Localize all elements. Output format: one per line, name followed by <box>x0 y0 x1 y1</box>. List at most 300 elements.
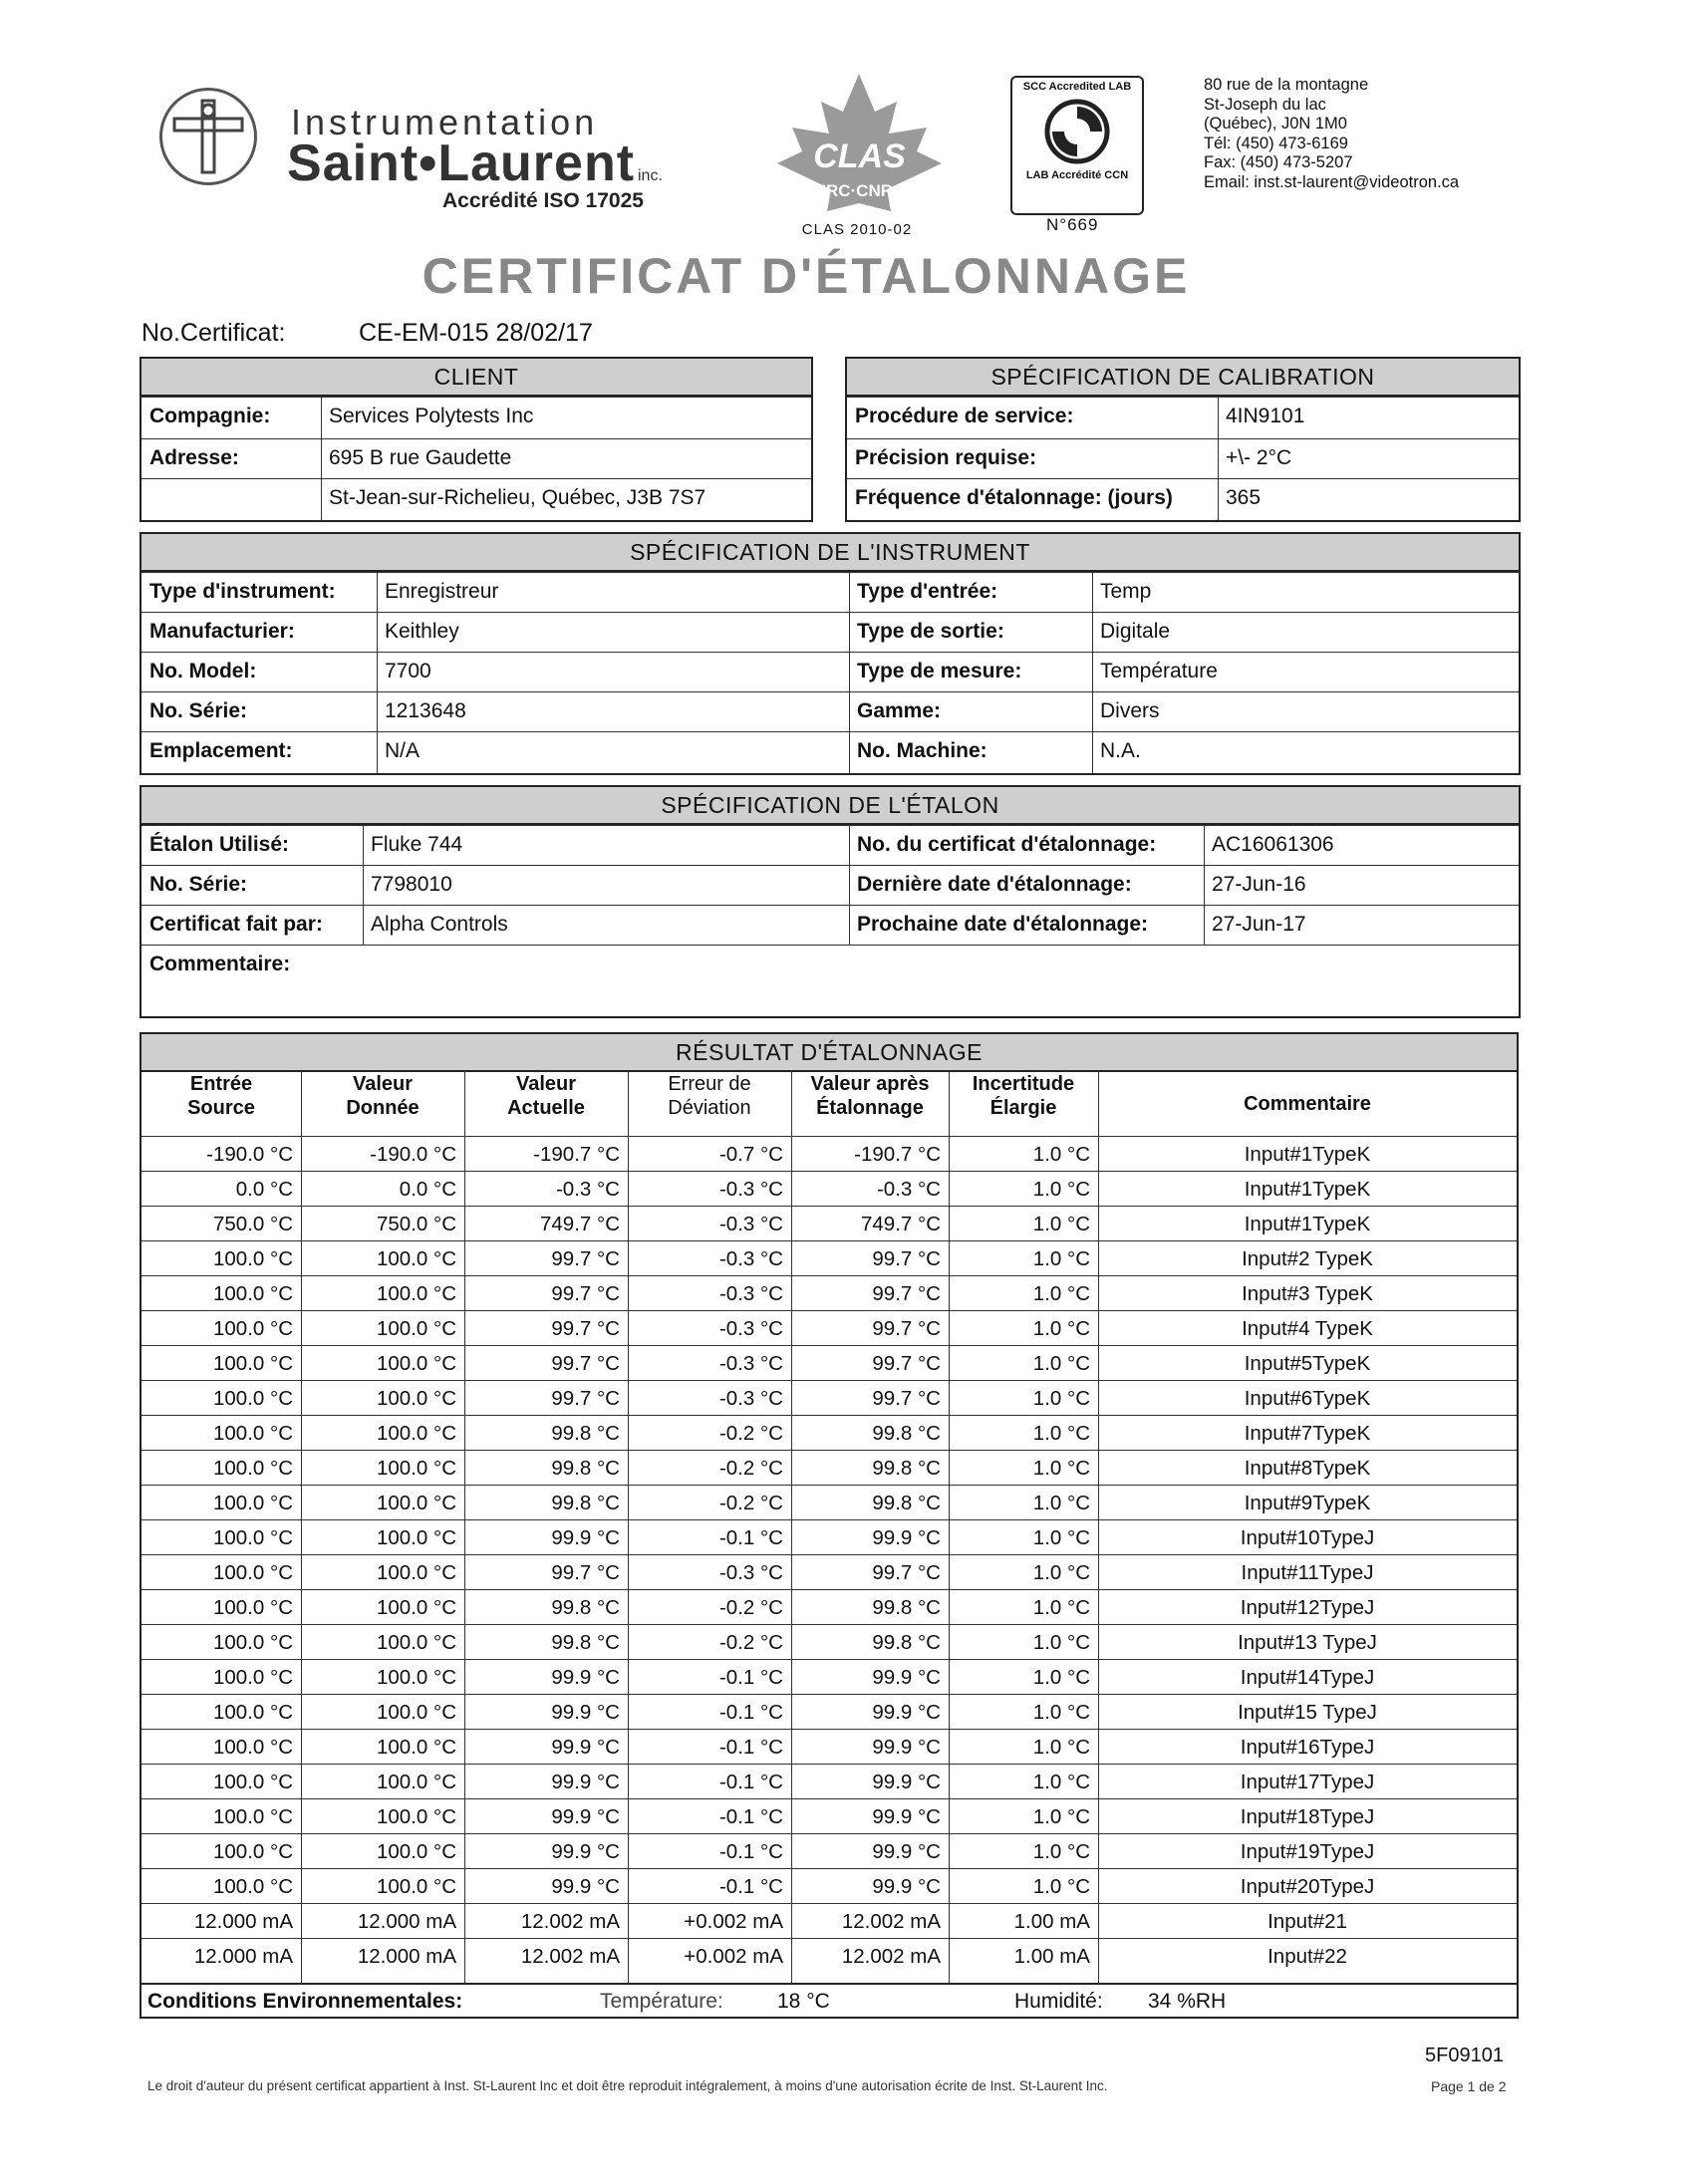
client-row <box>141 438 811 479</box>
environment-conditions <box>141 1983 1517 2019</box>
cell-given: 750.0 °C <box>377 1213 456 1235</box>
cell-comment: Input#11TypeJ <box>1241 1561 1374 1584</box>
cell-given: 12.000 mA <box>357 1945 456 1968</box>
cell-given: -190.0 °C <box>370 1143 456 1166</box>
table-row <box>141 1310 1517 1346</box>
instrument-row <box>141 731 1519 772</box>
divider <box>363 825 364 945</box>
cell-uncertainty: 1.0 °C <box>1032 1526 1090 1549</box>
cell-deviation: -0.3 °C <box>718 1282 783 1305</box>
cell-given: 100.0 °C <box>377 1282 456 1305</box>
cell-deviation: -0.1 °C <box>718 1666 783 1689</box>
cell-after: 99.7 °C <box>872 1317 941 1340</box>
cell-source: 100.0 °C <box>213 1457 293 1480</box>
col-header-line: Élargie <box>989 1097 1057 1119</box>
measure-type-label: Type de mesure: <box>857 660 1022 682</box>
cell-given: 100.0 °C <box>377 1631 456 1654</box>
table-row <box>141 1415 1517 1451</box>
cell-comment: Input#12TypeJ <box>1240 1596 1375 1619</box>
cell-given: 100.0 °C <box>377 1596 456 1619</box>
standard-cert-value: AC16061306 <box>1212 833 1334 856</box>
page-number: Page 1 de 2 <box>1431 2078 1507 2094</box>
cell-deviation: -0.3 °C <box>718 1213 783 1235</box>
cell-source: 100.0 °C <box>213 1492 293 1514</box>
standard-row <box>141 865 1519 906</box>
cell-given: 100.0 °C <box>377 1805 456 1828</box>
cell-given: 100.0 °C <box>377 1422 456 1445</box>
instrument-type-value: Enregistreur <box>385 580 499 603</box>
col-header-given <box>301 1072 464 1136</box>
output-type-label: Type de sortie: <box>857 620 1004 643</box>
calibration-row <box>847 397 1519 437</box>
divider <box>1204 825 1205 945</box>
cell-deviation: -0.3 °C <box>718 1352 783 1375</box>
cell-uncertainty: 1.00 mA <box>1013 1910 1090 1933</box>
table-row <box>141 1240 1517 1276</box>
cell-given: 100.0 °C <box>377 1247 456 1270</box>
table-row <box>141 1903 1517 1939</box>
cell-deviation: +0.002 mA <box>684 1945 783 1968</box>
model-label: No. Model: <box>149 660 257 682</box>
standard-cert-label: No. du certificat d'étalonnage: <box>857 833 1157 856</box>
cell-uncertainty: 1.0 °C <box>1032 1247 1090 1270</box>
divider <box>321 397 322 520</box>
col-header-source <box>141 1072 301 1136</box>
humidity-value: 34 %RH <box>1148 1990 1227 2013</box>
cell-comment: Input#8TypeK <box>1244 1457 1371 1480</box>
cell-comment: Input#15 TypeJ <box>1238 1701 1377 1724</box>
standard-serial-value: 7798010 <box>371 873 452 896</box>
divider <box>1092 572 1093 773</box>
cell-after: 99.9 °C <box>872 1526 941 1549</box>
clas-ref: CLAS 2010-02 <box>801 221 913 238</box>
cell-source: 750.0 °C <box>213 1213 293 1235</box>
table-row <box>141 1345 1517 1381</box>
cell-uncertainty: 1.0 °C <box>1032 1736 1090 1759</box>
cell-actual: 99.8 °C <box>551 1596 620 1619</box>
table-row <box>141 1624 1517 1660</box>
cell-comment: Input#13 TypeJ <box>1238 1631 1377 1654</box>
cell-comment: Input#1TypeK <box>1244 1178 1371 1201</box>
cell-actual: 99.8 °C <box>551 1631 620 1654</box>
copyright-notice: Le droit d'auteur du présent certificat appartient à Inst. St-Laurent Inc et doit être reproduit intégralement, à moins d'une autorisation écrite de Inst. St-Laurent Inc. <box>147 2078 1108 2093</box>
cell-source: 0.0 °C <box>235 1178 293 1201</box>
cell-source: 100.0 °C <box>213 1422 293 1445</box>
serial-label: No. Série: <box>149 699 248 722</box>
standard-serial-label: No. Série: <box>149 873 248 896</box>
cell-given: 100.0 °C <box>377 1771 456 1793</box>
results-heading: RÉSULTAT D'ÉTALONNAGE <box>141 1034 1517 1072</box>
cell-after: 99.8 °C <box>872 1457 941 1480</box>
instrument-spec-heading: SPÉCIFICATION DE L'INSTRUMENT <box>141 534 1519 572</box>
cell-given: 100.0 °C <box>377 1492 456 1514</box>
cell-comment: Input#10TypeJ <box>1240 1526 1375 1549</box>
cell-source: 12.000 mA <box>193 1945 293 1968</box>
cell-deviation: -0.1 °C <box>718 1771 783 1793</box>
cell-actual: 99.9 °C <box>551 1701 620 1724</box>
cert-by-label: Certificat fait par: <box>149 913 323 936</box>
table-row <box>141 1275 1517 1311</box>
humidity-label: Humidité: <box>1014 1990 1103 2013</box>
table-row <box>141 1938 1517 1974</box>
cell-given: 100.0 °C <box>377 1561 456 1584</box>
measure-type-value: Température <box>1100 660 1218 682</box>
cell-uncertainty: 1.0 °C <box>1032 1840 1090 1863</box>
cell-source: 100.0 °C <box>213 1561 293 1584</box>
cell-uncertainty: 1.0 °C <box>1032 1875 1090 1898</box>
frequency-value: 365 <box>1226 486 1262 509</box>
cell-after: 12.002 mA <box>841 1910 941 1933</box>
clas-text: CLAS <box>813 137 906 175</box>
machine-value: N.A. <box>1100 739 1141 762</box>
cell-given: 100.0 °C <box>377 1736 456 1759</box>
results-section <box>140 1032 1519 2019</box>
address-line: (Québec), J0N 1M0 <box>1204 115 1347 133</box>
machine-label: No. Machine: <box>857 739 987 762</box>
divider <box>849 825 850 945</box>
certificate-number-value: CE-EM-015 28/02/17 <box>359 319 593 347</box>
cell-deviation: -0.3 °C <box>718 1561 783 1584</box>
table-row <box>141 1485 1517 1520</box>
cell-after: 99.7 °C <box>872 1387 941 1410</box>
cell-given: 100.0 °C <box>377 1387 456 1410</box>
model-value: 7700 <box>385 660 431 682</box>
range-label: Gamme: <box>857 699 942 722</box>
company-address <box>1204 76 1459 192</box>
divider <box>949 1072 950 1983</box>
address-line: St-Joseph du lac <box>1204 95 1326 114</box>
standard-row <box>141 905 1519 946</box>
table-row <box>141 1171 1517 1207</box>
cell-after: 99.8 °C <box>872 1596 941 1619</box>
table-row <box>141 1554 1517 1590</box>
cell-comment: Input#17TypeJ <box>1240 1771 1375 1793</box>
col-header-comment <box>1098 1072 1517 1136</box>
cell-uncertainty: 1.0 °C <box>1032 1666 1090 1689</box>
instrument-spec-section <box>140 532 1521 775</box>
col-header-line: Donnée <box>346 1097 420 1119</box>
divider <box>628 1072 629 1983</box>
frequency-label: Fréquence d'étalonnage: (jours) <box>855 486 1173 509</box>
instrument-row <box>141 652 1519 692</box>
cell-source: 100.0 °C <box>213 1771 293 1793</box>
calibration-spec-heading: SPÉCIFICATION DE CALIBRATION <box>847 359 1519 397</box>
page-title: CERTIFICAT D'ÉTALONNAGE <box>422 248 1191 304</box>
col-header-line: Commentaire <box>1244 1093 1371 1115</box>
cell-deviation: -0.2 °C <box>718 1422 783 1445</box>
col-header-line: Étalonnage <box>816 1097 924 1119</box>
cell-uncertainty: 1.0 °C <box>1032 1352 1090 1375</box>
cell-uncertainty: 1.0 °C <box>1032 1805 1090 1828</box>
cell-uncertainty: 1.0 °C <box>1032 1492 1090 1514</box>
location-label: Emplacement: <box>149 739 293 762</box>
cell-actual: -0.3 °C <box>555 1178 620 1201</box>
cell-actual: 99.8 °C <box>551 1422 620 1445</box>
cell-source: 100.0 °C <box>213 1352 293 1375</box>
input-type-label: Type d'entrée: <box>857 580 998 603</box>
precision-value: +\- 2°C <box>1226 446 1292 469</box>
cell-source: 12.000 mA <box>193 1910 293 1933</box>
cell-uncertainty: 1.0 °C <box>1032 1213 1090 1235</box>
col-header-line: Actuelle <box>507 1097 585 1119</box>
cell-comment: Input#3 TypeK <box>1242 1282 1373 1305</box>
cell-uncertainty: 1.0 °C <box>1032 1178 1090 1201</box>
cell-comment: Input#1TypeK <box>1244 1143 1371 1166</box>
cell-actual: 99.9 °C <box>551 1805 620 1828</box>
manufacturer-value: Keithley <box>385 620 459 643</box>
cell-actual: 749.7 °C <box>540 1213 620 1235</box>
client-heading: CLIENT <box>141 359 811 397</box>
cell-comment: Input#21 <box>1268 1910 1347 1933</box>
cell-actual: -190.7 °C <box>533 1143 620 1166</box>
clas-logo <box>767 72 952 241</box>
cell-uncertainty: 1.0 °C <box>1032 1422 1090 1445</box>
cell-uncertainty: 1.0 °C <box>1032 1387 1090 1410</box>
divider <box>1218 397 1219 520</box>
col-header-uncertainty <box>949 1072 1098 1136</box>
cell-actual: 99.9 °C <box>551 1666 620 1689</box>
calibration-row <box>847 438 1519 479</box>
cell-comment: Input#20TypeJ <box>1240 1875 1375 1898</box>
col-header-line: Incertitude <box>972 1073 1075 1095</box>
instrument-row <box>141 691 1519 732</box>
brand-main-text: Saint•Laurent <box>287 135 636 192</box>
cell-deviation: -0.3 °C <box>718 1247 783 1270</box>
cell-after: 99.9 °C <box>872 1666 941 1689</box>
cell-uncertainty: 1.0 °C <box>1032 1561 1090 1584</box>
clas-sub-text: NRC·CNRC <box>813 181 906 200</box>
cell-uncertainty: 1.0 °C <box>1032 1596 1090 1619</box>
cell-source: 100.0 °C <box>213 1387 293 1410</box>
cell-deviation: -0.1 °C <box>718 1736 783 1759</box>
cell-comment: Input#14TypeJ <box>1240 1666 1375 1689</box>
cell-deviation: -0.1 °C <box>718 1526 783 1549</box>
cell-uncertainty: 1.00 mA <box>1013 1945 1090 1968</box>
divider <box>1098 1072 1099 1983</box>
cell-source: 100.0 °C <box>213 1666 293 1689</box>
table-row <box>141 1450 1517 1486</box>
table-row <box>141 1380 1517 1416</box>
cell-source: 100.0 °C <box>213 1840 293 1863</box>
cell-comment: Input#16TypeJ <box>1240 1736 1375 1759</box>
cell-deviation: -0.3 °C <box>718 1178 783 1201</box>
cell-deviation: -0.3 °C <box>718 1317 783 1340</box>
cell-deviation: -0.1 °C <box>718 1840 783 1863</box>
col-header-line: Déviation <box>668 1097 751 1119</box>
scc-top-text: SCC Accredited LAB <box>1022 81 1132 93</box>
cell-deviation: -0.1 °C <box>718 1875 783 1898</box>
table-row <box>141 1659 1517 1695</box>
cell-source: 100.0 °C <box>213 1805 293 1828</box>
brand-inc-text: inc. <box>638 167 663 184</box>
address-fax: Fax: (450) 473-5207 <box>1204 153 1353 171</box>
cell-source: 100.0 °C <box>213 1247 293 1270</box>
output-type-value: Digitale <box>1100 620 1171 643</box>
procedure-value: 4IN9101 <box>1226 405 1305 427</box>
col-header-line: Valeur <box>352 1073 414 1095</box>
cell-uncertainty: 1.0 °C <box>1032 1771 1090 1793</box>
cell-actual: 99.7 °C <box>551 1247 620 1270</box>
cell-actual: 99.9 °C <box>551 1526 620 1549</box>
cell-actual: 12.002 mA <box>520 1945 620 1968</box>
precision-label: Précision requise: <box>855 446 1037 469</box>
cell-actual: 99.8 °C <box>551 1457 620 1480</box>
calibration-spec-section <box>845 357 1521 522</box>
company-label: Compagnie: <box>149 405 271 427</box>
cell-uncertainty: 1.0 °C <box>1032 1282 1090 1305</box>
cert-by-value: Alpha Controls <box>371 913 508 936</box>
cell-given: 12.000 mA <box>357 1910 456 1933</box>
cell-deviation: -0.2 °C <box>718 1457 783 1480</box>
standard-used-value: Fluke 744 <box>371 833 463 856</box>
input-type-value: Temp <box>1100 580 1152 603</box>
cell-actual: 99.7 °C <box>551 1561 620 1584</box>
divider <box>849 572 850 773</box>
cell-actual: 99.9 °C <box>551 1736 620 1759</box>
cell-source: 100.0 °C <box>213 1317 293 1340</box>
cell-source: 100.0 °C <box>213 1875 293 1898</box>
cell-uncertainty: 1.0 °C <box>1032 1143 1090 1166</box>
instrument-row <box>141 612 1519 653</box>
cell-uncertainty: 1.0 °C <box>1032 1317 1090 1340</box>
cell-source: 100.0 °C <box>213 1526 293 1549</box>
col-header-line: Erreur de <box>668 1073 751 1095</box>
cell-actual: 99.9 °C <box>551 1840 620 1863</box>
next-cal-label: Prochaine date d'étalonnage: <box>857 913 1149 936</box>
standard-spec-heading: SPÉCIFICATION DE L'ÉTALON <box>141 787 1519 825</box>
temperature-label: Température: <box>600 1990 723 2013</box>
table-row <box>141 1589 1517 1625</box>
cell-deviation: +0.002 mA <box>684 1910 783 1933</box>
cell-given: 100.0 °C <box>377 1701 456 1724</box>
brand-iso-text: Accrédité ISO 17025 <box>442 189 644 212</box>
cell-deviation: -0.1 °C <box>718 1805 783 1828</box>
cell-comment: Input#18TypeJ <box>1240 1805 1375 1828</box>
table-row <box>141 1833 1517 1869</box>
table-row <box>141 1206 1517 1241</box>
cell-given: 100.0 °C <box>377 1840 456 1863</box>
brand-top-text: Instrumentation <box>291 102 599 142</box>
cell-deviation: -0.7 °C <box>718 1143 783 1166</box>
cell-comment: Input#9TypeK <box>1244 1492 1371 1514</box>
company-logo-icon <box>159 88 257 185</box>
last-cal-label: Dernière date d'étalonnage: <box>857 873 1132 896</box>
scc-bottom-text: LAB Accrédité CCN <box>1025 169 1129 181</box>
standard-used-label: Étalon Utilisé: <box>149 833 290 856</box>
cell-uncertainty: 1.0 °C <box>1032 1631 1090 1654</box>
comment-label: Commentaire: <box>149 953 291 975</box>
cell-comment: Input#7TypeK <box>1244 1422 1371 1445</box>
table-row <box>141 1729 1517 1765</box>
cell-after: -0.3 °C <box>876 1178 941 1201</box>
address-line: 80 rue de la montagne <box>1204 76 1369 94</box>
env-label: Conditions Environnementales: <box>147 1990 463 2013</box>
cell-after: 99.9 °C <box>872 1736 941 1759</box>
cell-given: 100.0 °C <box>377 1875 456 1898</box>
cell-after: 99.9 °C <box>872 1771 941 1793</box>
cell-given: 0.0 °C <box>399 1178 456 1201</box>
cell-after: 99.8 °C <box>872 1492 941 1514</box>
table-row <box>141 1798 1517 1834</box>
scc-number: N°669 <box>1046 215 1099 234</box>
table-row <box>141 1868 1517 1904</box>
cell-actual: 99.7 °C <box>551 1282 620 1305</box>
form-code: 5F09101 <box>1425 2045 1504 2066</box>
cell-after: 749.7 °C <box>861 1213 941 1235</box>
manufacturer-label: Manufacturier: <box>149 620 295 643</box>
col-header-actual <box>464 1072 628 1136</box>
cell-actual: 99.7 °C <box>551 1352 620 1375</box>
cell-source: 100.0 °C <box>213 1596 293 1619</box>
cell-actual: 99.9 °C <box>551 1771 620 1793</box>
cell-after: 99.9 °C <box>872 1805 941 1828</box>
table-row <box>141 1519 1517 1555</box>
col-header-line: Valeur après <box>810 1073 930 1095</box>
address-phone: Tél: (450) 473-6169 <box>1204 134 1348 152</box>
cell-after: 99.7 °C <box>872 1352 941 1375</box>
col-header-line: Valeur <box>515 1073 577 1095</box>
cell-comment: Input#5TypeK <box>1244 1352 1371 1375</box>
col-header-line: Source <box>187 1097 255 1119</box>
cell-source: 100.0 °C <box>213 1701 293 1724</box>
client-section <box>140 357 813 522</box>
cell-given: 100.0 °C <box>377 1526 456 1549</box>
cell-deviation: -0.3 °C <box>718 1387 783 1410</box>
cell-given: 100.0 °C <box>377 1666 456 1689</box>
cell-actual: 99.8 °C <box>551 1492 620 1514</box>
cell-given: 100.0 °C <box>377 1457 456 1480</box>
divider <box>377 572 378 773</box>
table-row <box>141 1694 1517 1730</box>
cell-deviation: -0.2 °C <box>718 1492 783 1514</box>
cell-source: 100.0 °C <box>213 1282 293 1305</box>
client-row <box>141 397 811 437</box>
cell-after: 99.9 °C <box>872 1875 941 1898</box>
address-label: Adresse: <box>149 446 239 469</box>
col-header-line: Entrée <box>189 1073 253 1095</box>
cell-after: 12.002 mA <box>841 1945 941 1968</box>
divider <box>791 1072 792 1983</box>
cell-after: 99.8 °C <box>872 1422 941 1445</box>
cell-comment: Input#6TypeK <box>1244 1387 1371 1410</box>
cell-actual: 99.9 °C <box>551 1875 620 1898</box>
cell-after: 99.7 °C <box>872 1561 941 1584</box>
cell-comment: Input#19TypeJ <box>1240 1840 1375 1863</box>
cell-source: 100.0 °C <box>213 1736 293 1759</box>
cell-given: 100.0 °C <box>377 1352 456 1375</box>
calibration-row <box>847 478 1519 519</box>
cell-comment: Input#4 TypeK <box>1242 1317 1373 1340</box>
address-value-2: St-Jean-sur-Richelieu, Québec, J3B 7S7 <box>329 486 706 509</box>
cell-after: -190.7 °C <box>854 1143 941 1166</box>
location-value: N/A <box>385 739 421 762</box>
cell-actual: 99.7 °C <box>551 1387 620 1410</box>
serial-value: 1213648 <box>385 699 466 722</box>
table-row <box>141 1764 1517 1799</box>
cell-after: 99.7 °C <box>872 1282 941 1305</box>
col-header-deviation <box>628 1072 791 1136</box>
cell-uncertainty: 1.0 °C <box>1032 1457 1090 1480</box>
address-email: Email: inst.st-laurent@videotron.ca <box>1204 172 1460 191</box>
cell-after: 99.7 °C <box>872 1247 941 1270</box>
cell-after: 99.8 °C <box>872 1631 941 1654</box>
instrument-type-label: Type d'instrument: <box>149 580 336 603</box>
cell-actual: 99.7 °C <box>551 1317 620 1340</box>
instrument-row <box>141 572 1519 613</box>
cell-deviation: -0.2 °C <box>718 1596 783 1619</box>
certificate-number-label: No.Certificat: <box>141 319 286 347</box>
scc-logo <box>1010 76 1144 215</box>
